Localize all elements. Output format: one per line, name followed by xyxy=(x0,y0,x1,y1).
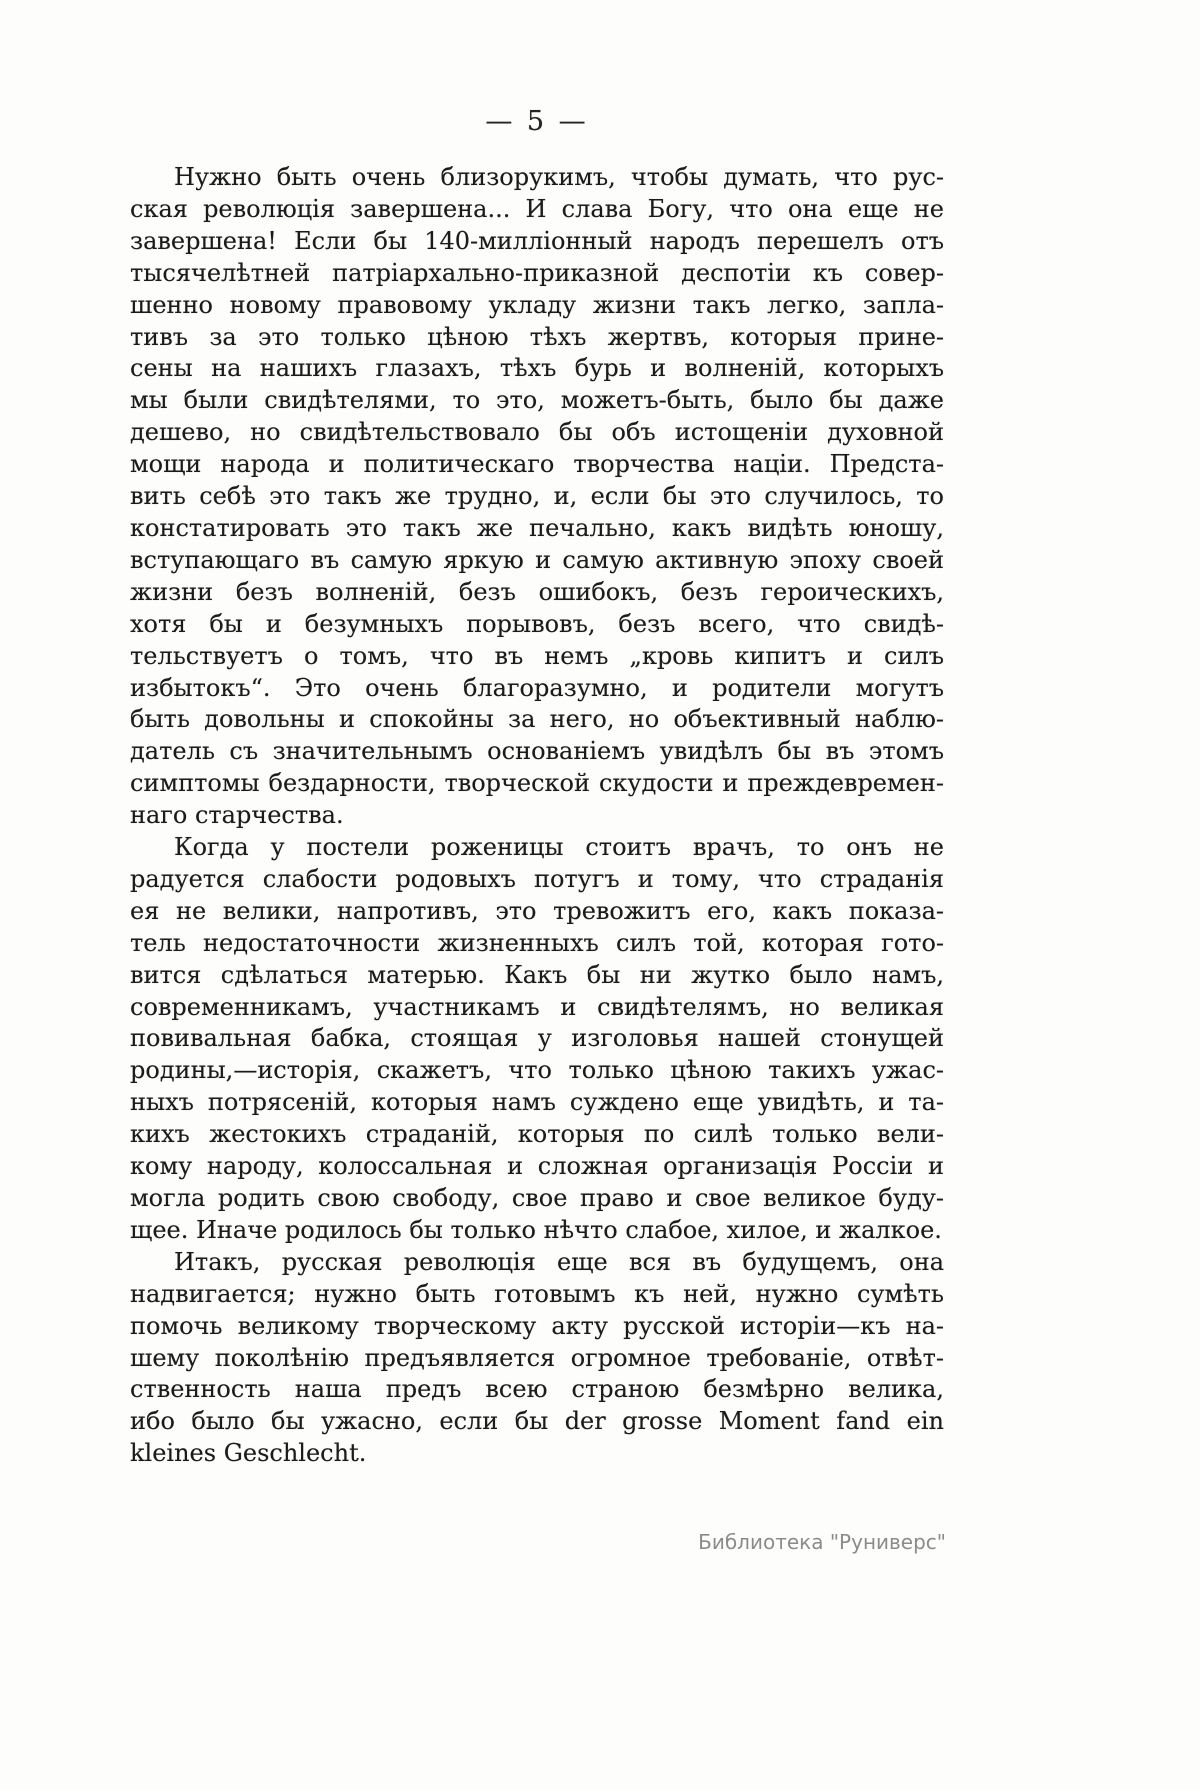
text-line: тель недостаточности жизненныхъ силъ той, которая гото- xyxy=(130,928,944,957)
text-line: Когда у постели роженицы стоитъ врачъ, то онъ не xyxy=(174,833,944,862)
text-line: хотя бы и безумныхъ порывовъ, безъ всего, что свидѣ- xyxy=(130,609,944,638)
text-line: наго старчества. xyxy=(130,801,344,830)
watermark: Библиотека "Руниверс" xyxy=(698,1530,946,1554)
text-line: щее. Иначе родилось бы только нѣчто слабое, хилое, и жалкое. xyxy=(130,1215,942,1244)
text-line: констатировать это такъ же печально, какъ видѣть юношу, xyxy=(130,513,944,542)
text-line: избытокъ“. Это очень благоразумно, и родители могутъ xyxy=(130,673,944,702)
paragraph xyxy=(130,832,944,1247)
text-line: жизни безъ волненій, безъ ошибокъ, безъ героическихъ, xyxy=(130,577,944,606)
text-line: мощи народа и политическаго творчества націи. Предста- xyxy=(130,450,944,479)
text-line: быть довольны и спокойны за него, но объективный наблю- xyxy=(130,705,944,734)
text-line: дешево, но свидѣтельствовало бы объ истощеніи духовной xyxy=(130,418,944,447)
text-line: вступающаго въ самую яркую и самую активную эпоху своей xyxy=(130,545,944,574)
text-line: тивъ за это только цѣною тѣхъ жертвъ, которыя прине- xyxy=(130,322,944,351)
text-line: ныхъ потрясеній, которыя намъ суждено еще увидѣть, и та- xyxy=(130,1088,944,1117)
paragraph xyxy=(130,162,944,832)
text-line: завершена! Если бы 140-милліонный народъ перешелъ отъ xyxy=(130,226,944,255)
text-line: родины,—исторія, скажетъ, что только цѣною такихъ ужас- xyxy=(130,1056,944,1085)
text-line: kleines Geschlecht. xyxy=(130,1439,367,1468)
text-line: радуется слабости родовыхъ потугъ и тому, что страданія xyxy=(130,864,944,893)
text-line: кихъ жестокихъ страданій, которыя по силѣ только вели- xyxy=(130,1120,944,1149)
paragraph xyxy=(130,1247,944,1470)
text-line: повивальная бабка, стоящая у изголовья нашей стонущей xyxy=(130,1024,944,1053)
text-line: вится сдѣлаться матерью. Какъ бы ни жутко было намъ, xyxy=(130,960,944,989)
text-block xyxy=(130,162,944,1470)
text-line: Нужно быть очень близорукимъ, чтобы думать, что рус- xyxy=(174,163,944,191)
text-line: датель съ значительнымъ основаніемъ увидѣлъ бы въ этомъ xyxy=(130,737,944,766)
text-line: шенно новому правовому укладу жизни такъ легко, запла- xyxy=(130,290,944,319)
text-line: шему поколѣнію предъявляется огромное требованіе, отвѣт- xyxy=(130,1343,944,1372)
text-line: кому народу, колоссальная и сложная организація Россіи и xyxy=(130,1152,944,1181)
text-line: ибо было бы ужасно, если бы der grosse Moment fand ein xyxy=(130,1407,944,1436)
text-line: помочь великому творческому акту русской исторіи—къ на- xyxy=(130,1311,944,1340)
text-line: ея не велики, напротивъ, это тревожитъ его, какъ показа- xyxy=(130,896,944,925)
text-line: надвигается; нужно быть готовымъ къ ней, нужно сумѣть xyxy=(130,1279,944,1308)
text-line: ственность наша предъ всею страною безмѣрно велика, xyxy=(130,1375,944,1404)
text-line: могла родить свою свободу, свое право и свое великое буду- xyxy=(130,1184,944,1212)
text-line: вить себѣ это такъ же трудно, и, если бы это случилось, то xyxy=(130,482,944,511)
text-line: современникамъ, участникамъ и свидѣтелямъ, но великая xyxy=(130,992,944,1021)
text-line: симптомы бездарности, творческой скудости и преждевремен- xyxy=(130,769,944,798)
text-line: сены на нашихъ глазахъ, тѣхъ бурь и волненій, которыхъ xyxy=(130,354,944,383)
text-line: ская революція завершена... И слава Богу, что она еще не xyxy=(130,194,944,223)
text-line: тельствуетъ о томъ, что въ немъ „кровь кипитъ и силъ xyxy=(130,641,944,670)
text-line: Итакъ, русская революція еще вся въ будущемъ, она xyxy=(174,1247,944,1276)
text-line: тысячелѣтней патріархально-приказной деспотіи къ совер- xyxy=(130,258,944,287)
text-line: мы были свидѣтелями, то это, можетъ-быть, было бы даже xyxy=(130,386,944,415)
page-number: — 5 — xyxy=(485,106,589,137)
